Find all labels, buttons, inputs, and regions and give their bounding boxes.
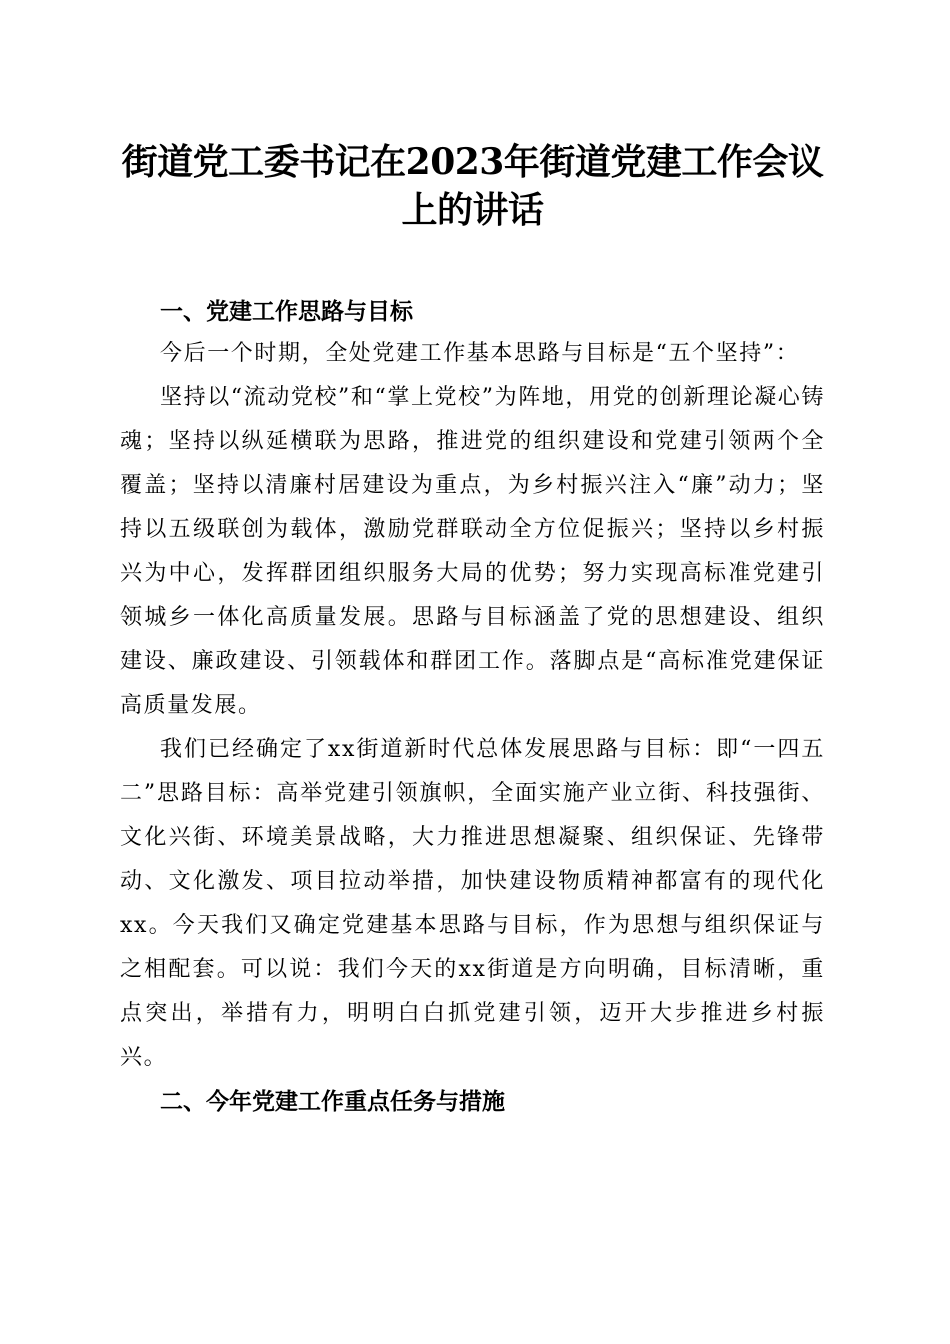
paragraph-2: 坚持以“流动党校”和“掌上党校”为阵地，用党的创新理论凝心铸魂；坚持以纵延横联为思路，推进党的组织建设和党建引领两个全覆盖；坚持以清廉村居建设为重点，为乡村振兴注入“廉”动力；坚持以五级联创为载体，激励党群联动全方位促振兴；坚持以乡村振兴为中心，发挥群团组织服务大局的优势；努力实现高标准党建引领城乡一体化高质量发展。思路与目标涵盖了党的思想建设、组织建设、廉政建设、引领载体和群团工作。落脚点是“高标准党建保证高质量发展。 <box>120 385 825 718</box>
document-title <box>120 138 825 234</box>
paragraph-3: 我们已经确定了xx街道新时代总体发展思路与目标：即“一四五二”思路目标：高举党建引领旗帜，全面实施产业立街、科技强街、文化兴街、环境美景战略，大力推进思想凝聚、组织保证、先锋带动、文化激发、项目拉动举措，加快建设物质精神都富有的现代化xx。今天我们又确定党建基本思路与目标，作为思想与组织保证与之相配套。可以说：我们今天的xx街道是方向明确，目标清晰，重点突出，举措有力，明明白白抓党建引领，迈开大步推进乡村振兴。 <box>120 737 825 1070</box>
paragraph-1: 今后一个时期，全处党建工作基本思路与目标是“五个坚持”： <box>160 341 800 366</box>
document-title-line-1: 街道党工委书记在2023年街道党建工作会议 <box>121 141 824 183</box>
section-heading-2: 二、今年党建工作重点任务与措施 <box>160 1089 505 1115</box>
document-title-line-2: 上的讲话 <box>401 189 544 231</box>
section-heading-1: 一、党建工作思路与目标 <box>160 299 413 325</box>
